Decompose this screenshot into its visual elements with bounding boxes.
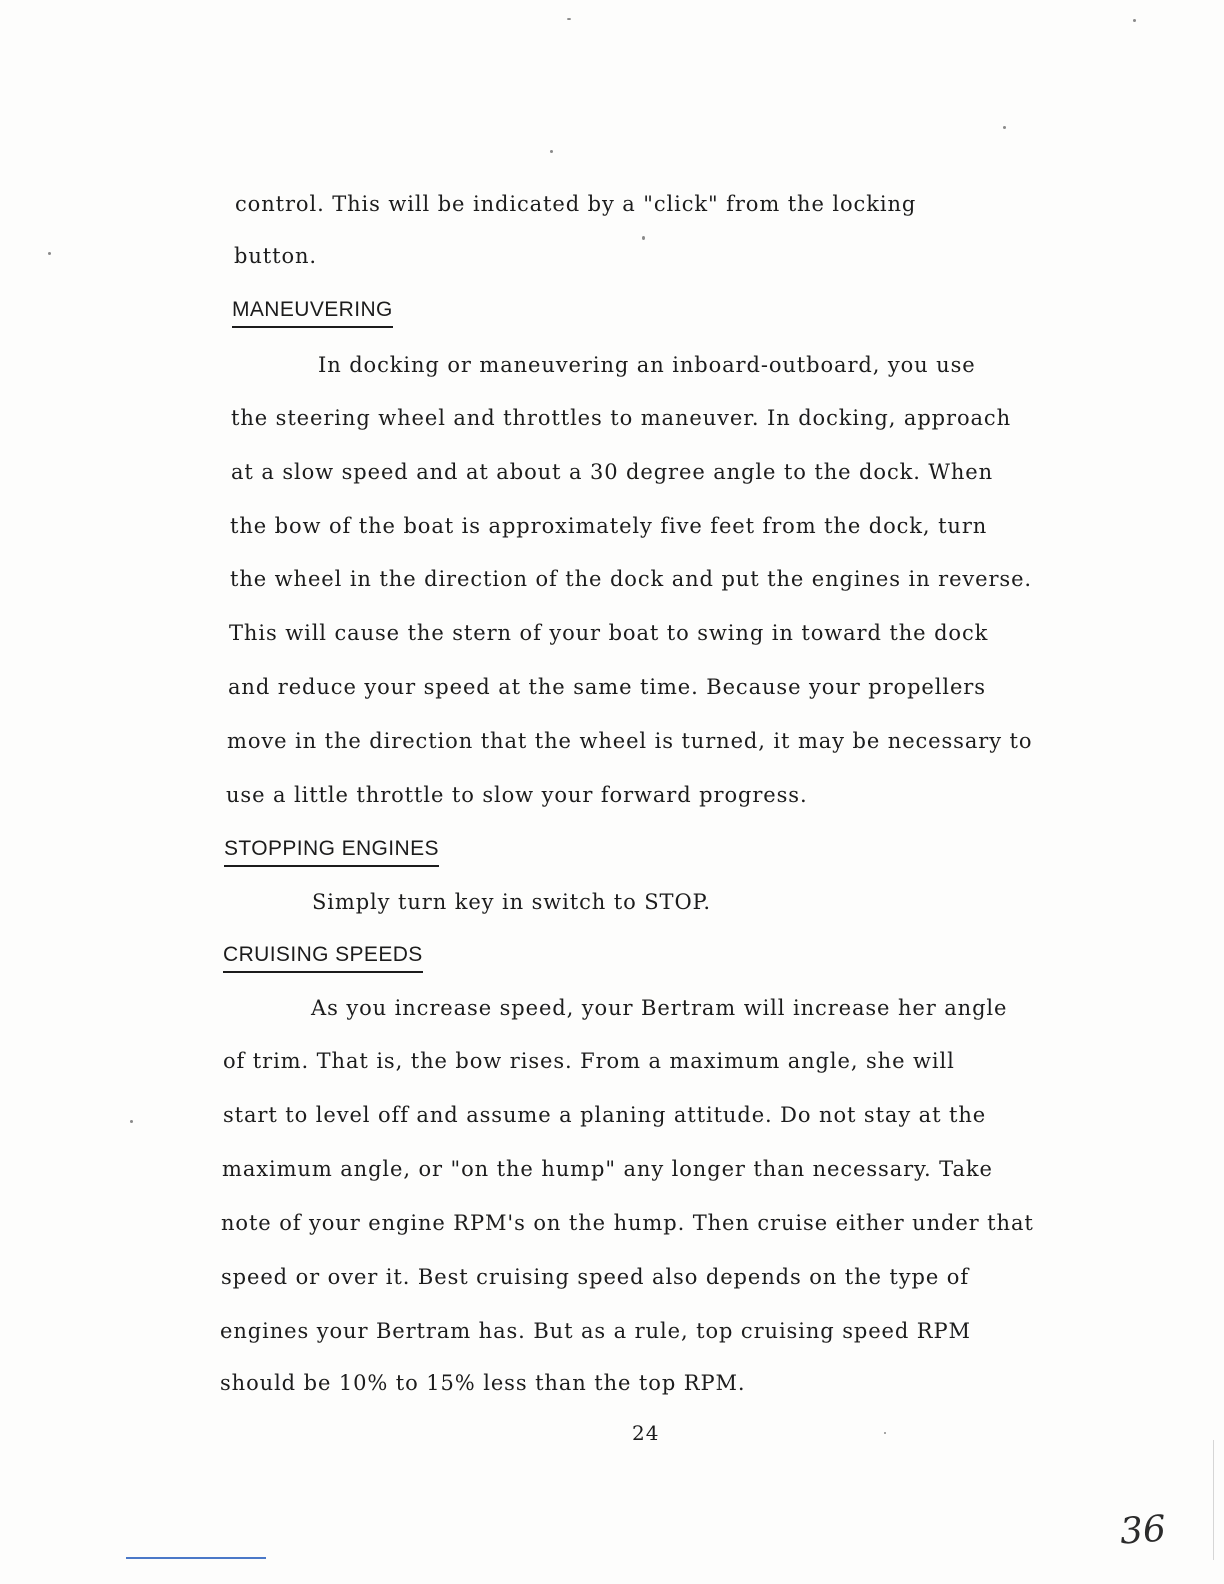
text-line: note of your engine RPM's on the hump. Then cruise either under that (221, 1211, 1034, 1235)
text-line: the steering wheel and throttles to maneuver. In docking, approach (231, 406, 1012, 430)
text-line: the bow of the boat is approximately five feet from the dock, turn (230, 514, 988, 538)
text-line: This will cause the stern of your boat to swing in toward the dock (229, 621, 989, 645)
text-line: In docking or maneuvering an inboard-outboard, you use (318, 353, 976, 377)
page-number: 24 (632, 1421, 660, 1445)
scan-speck (550, 150, 553, 153)
section-heading-stopping-engines: STOPPING ENGINES (224, 838, 439, 867)
scan-edge-rule (126, 1557, 266, 1559)
section-heading-cruising-speeds: CRUISING SPEEDS (223, 944, 423, 973)
scan-speck (884, 1432, 886, 1434)
text-line: button. (234, 244, 317, 268)
text-line: control. This will be indicated by a "click" from the locking (235, 192, 917, 216)
scan-speck (1003, 126, 1006, 129)
text-line: start to level off and assume a planing attitude. Do not stay at the (223, 1103, 987, 1127)
text-line: maximum angle, or "on the hump" any longer than necessary. Take (222, 1157, 993, 1181)
text-line: the wheel in the direction of the dock and put the engines in reverse. (230, 567, 1033, 591)
scan-speck (130, 1120, 133, 1123)
text-line: Simply turn key in switch to STOP. (312, 890, 711, 914)
text-line: should be 10% to 15% less than the top RPM. (220, 1371, 746, 1395)
section-heading-maneuvering: MANEUVERING (232, 299, 393, 328)
text-line: of trim. That is, the bow rises. From a maximum angle, she will (223, 1049, 955, 1073)
text-line: engines your Bertram has. But as a rule, top cruising speed RPM (220, 1319, 971, 1343)
text-line: speed or over it. Best cruising speed also depends on the type of (221, 1265, 969, 1289)
text-line: As you increase speed, your Bertram will increase her angle (311, 996, 1008, 1020)
text-line: use a little throttle to slow your forward progress. (226, 783, 808, 807)
scan-speck (642, 236, 645, 240)
scan-speck (48, 252, 51, 255)
scan-edge-line (1213, 1440, 1214, 1560)
text-line: and reduce your speed at the same time. Because your propellers (228, 675, 986, 699)
scan-speck (567, 18, 571, 20)
text-line: at a slow speed and at about a 30 degree angle to the dock. When (231, 460, 994, 484)
text-line: move in the direction that the wheel is turned, it may be necessary to (227, 729, 1033, 753)
scan-speck (1133, 19, 1136, 22)
handwritten-page-number: 36 (1118, 1508, 1168, 1553)
